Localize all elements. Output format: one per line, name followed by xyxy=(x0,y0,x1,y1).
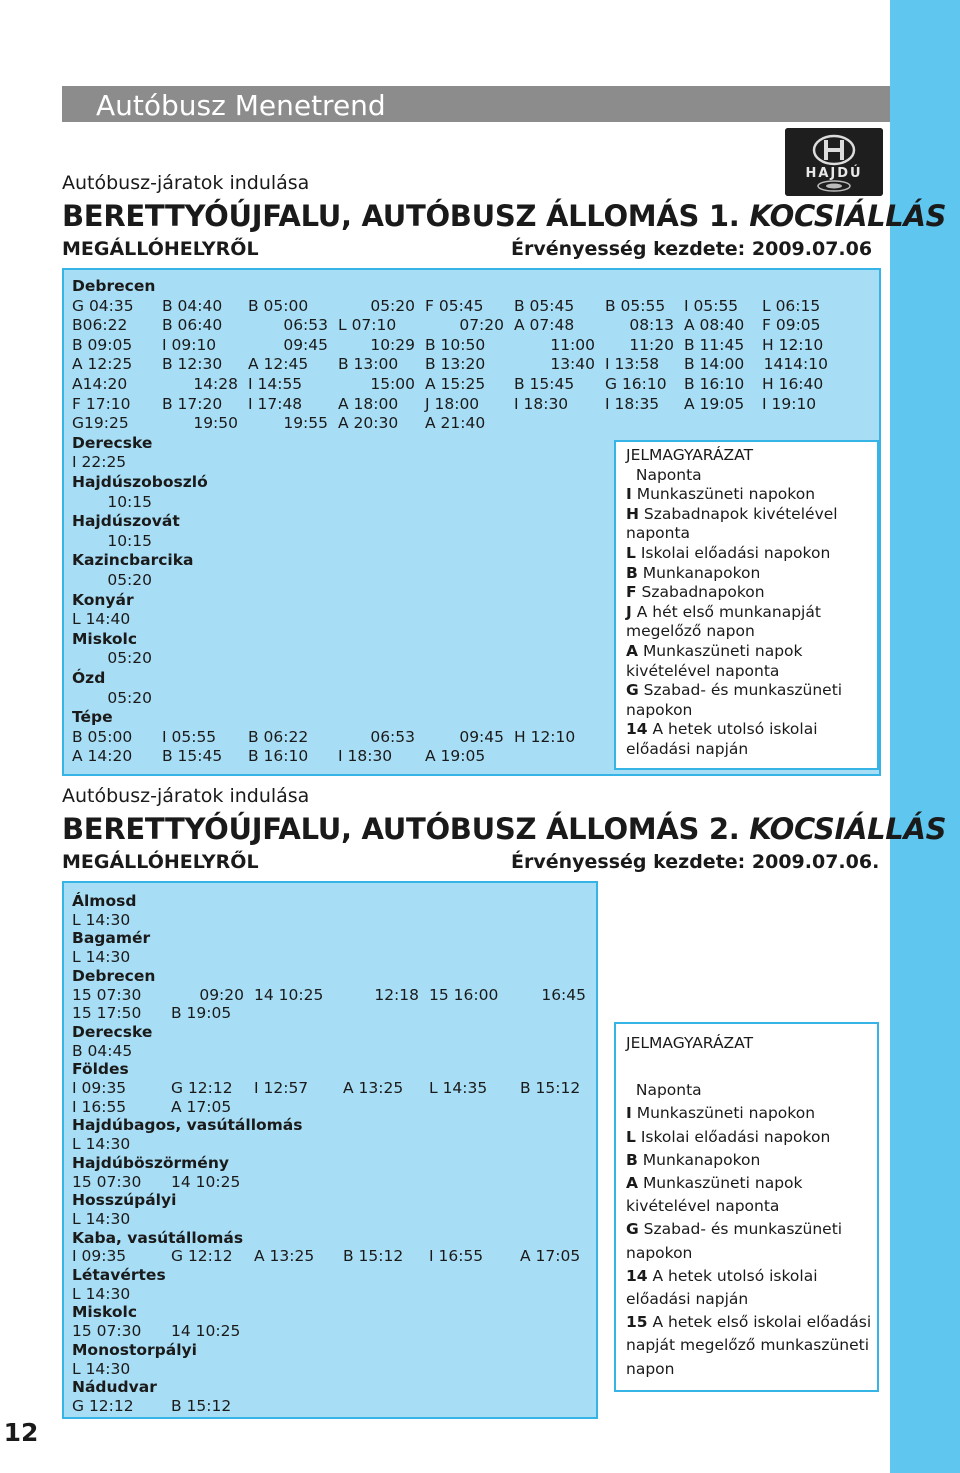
legend-key: F xyxy=(626,583,637,602)
departure-row xyxy=(72,1097,592,1117)
departure-time: I 19:10 xyxy=(762,394,817,413)
destination-label: Monostorpályi xyxy=(72,1340,197,1359)
departure-time: L 14:30 xyxy=(72,910,131,929)
legend-item xyxy=(626,505,838,524)
legend-item xyxy=(626,1267,818,1286)
destination-label: Álmosd xyxy=(72,892,137,910)
departure-row xyxy=(72,985,592,1005)
destination-label: Bagamér xyxy=(72,929,151,948)
departure-row xyxy=(72,1246,592,1266)
departure-time: B 13:00 xyxy=(338,355,399,374)
departure-time: J 18:00 xyxy=(425,394,480,413)
legend-text: kivételével naponta xyxy=(626,1197,780,1216)
departure-time: A 17:05 xyxy=(520,1247,581,1266)
departure-time: B 16:10 xyxy=(248,747,309,766)
section1-stand: KOCSIÁLLÁS xyxy=(749,199,947,233)
departure-time: G 16:10 xyxy=(605,375,667,393)
departure-time: A 13:25 xyxy=(254,1247,315,1266)
destination-label: Hajdúbagos, vasútállomás xyxy=(72,1116,303,1135)
departure-time: A 21:40 xyxy=(425,414,486,433)
section1-station-heading xyxy=(62,199,946,233)
legend-text: A hetek első iskolai előadási xyxy=(652,1313,872,1332)
departure-time: G19:25 xyxy=(72,414,129,433)
legend-title: JELMAGYARÁZAT xyxy=(626,1034,754,1052)
departure-row xyxy=(72,1041,592,1061)
departure-time: A 17:05 xyxy=(171,1097,232,1116)
departure-time: B 06:22 xyxy=(248,727,309,746)
legend-item xyxy=(626,524,690,543)
departure-time: B 05:45 xyxy=(514,296,575,315)
departure-time: A14:20 xyxy=(72,375,128,393)
legend-item xyxy=(626,466,702,485)
departure-time: I 12:57 xyxy=(254,1079,309,1097)
legend-item xyxy=(626,740,748,759)
destination-label: Hajdúszoboszló xyxy=(72,473,208,491)
departure-time: B 15:12 xyxy=(343,1247,404,1266)
section1-legend xyxy=(614,440,879,770)
departure-time: 07:20 xyxy=(459,316,504,335)
legend-text: Munkaszüneti napokon xyxy=(636,1104,816,1123)
legend-text: Naponta xyxy=(635,1081,702,1100)
departure-row xyxy=(72,374,872,394)
legend-text: A hét első munkanapját xyxy=(636,602,821,621)
departure-time: L 14:30 xyxy=(72,1135,131,1154)
departure-time: B 10:50 xyxy=(425,335,486,354)
legend-item xyxy=(626,1313,871,1332)
departure-time: B 05:55 xyxy=(605,296,666,315)
legend-text: Naponta xyxy=(635,465,702,484)
legend-item xyxy=(626,1220,842,1239)
legend-text: A hetek utolsó iskolai xyxy=(652,720,818,739)
departure-time: I 16:55 xyxy=(72,1097,127,1116)
departure-time: B 12:30 xyxy=(162,355,223,374)
departure-time: B 13:20 xyxy=(425,355,486,374)
legend-key: 14 xyxy=(626,1266,648,1285)
departure-time: A 12:45 xyxy=(248,355,309,374)
destination-label: Derecske xyxy=(72,433,153,452)
departure-time: 12:18 xyxy=(374,985,419,1004)
legend-key: B xyxy=(626,563,638,582)
destination-label: Létavértes xyxy=(72,1266,166,1284)
legend-item xyxy=(626,583,765,602)
departure-time: G 12:12 xyxy=(72,1396,134,1415)
destination-label: Debrecen xyxy=(72,966,156,985)
destination-label: Tépe xyxy=(72,708,113,727)
departure-time: B 15:12 xyxy=(520,1079,581,1097)
section2-from: MEGÁLLÓHELYRŐL xyxy=(62,851,259,873)
section2-station: BERETTYÓÚJFALU, AUTÓBUSZ ÁLLOMÁS 2. xyxy=(62,812,740,846)
departure-time: B 05:00 xyxy=(72,727,133,746)
departure-time: B 16:10 xyxy=(684,375,745,393)
section2-timetable xyxy=(62,881,598,1419)
departure-time: I 09:10 xyxy=(162,335,217,354)
legend-text: napokon xyxy=(626,700,693,719)
departure-time: A 13:25 xyxy=(343,1079,404,1097)
departure-row xyxy=(72,394,872,414)
departure-time: B 11:45 xyxy=(684,335,745,354)
legend-item xyxy=(626,642,803,661)
departure-time: 10:29 xyxy=(370,335,415,354)
departure-row xyxy=(72,335,872,355)
departure-time: L 14:35 xyxy=(429,1079,488,1097)
departure-time: 14 10:25 xyxy=(171,1322,241,1341)
departure-time: B 17:20 xyxy=(162,394,223,413)
legend-item xyxy=(626,1081,702,1100)
departure-time: B 06:40 xyxy=(162,316,223,335)
departure-row xyxy=(72,1359,592,1379)
departure-time: L 14:30 xyxy=(72,1359,131,1378)
departure-time: B 05:00 xyxy=(248,296,309,315)
destination-label: Földes xyxy=(72,1060,129,1079)
departure-time: A 15:25 xyxy=(425,375,486,393)
section2-validity: Érvényesség kezdete: 2009.07.06. xyxy=(511,851,880,873)
legend-item xyxy=(626,1290,748,1309)
departure-time: 05:20 xyxy=(107,571,152,589)
departure-time: 06:53 xyxy=(283,316,328,335)
departure-time: L 14:30 xyxy=(72,1209,131,1228)
departure-time: B 15:12 xyxy=(171,1396,232,1415)
departure-time: I 14:55 xyxy=(248,375,303,393)
section2-stand: KOCSIÁLLÁS xyxy=(749,812,947,846)
departure-time: 10:15 xyxy=(107,492,152,511)
legend-text: Munkanapokon xyxy=(642,1150,761,1169)
departure-row xyxy=(72,1284,592,1304)
departure-time: 16:45 xyxy=(541,985,586,1004)
departure-time: 05:20 xyxy=(107,688,152,707)
departure-row xyxy=(72,296,872,316)
departure-time: 09:45 xyxy=(283,335,328,354)
legend-text: kivételével naponta xyxy=(626,661,780,680)
departure-time: F 17:10 xyxy=(72,394,131,413)
legend-text: Szabadnapok kivételével xyxy=(643,504,838,523)
legend-text: Munkanapokon xyxy=(642,563,761,582)
departure-time: 14:28 xyxy=(193,375,238,393)
departure-time: 14 10:25 xyxy=(171,1172,241,1191)
svg-text:HAJDÚ: HAJDÚ xyxy=(805,166,863,181)
departure-time: 08:13 xyxy=(629,316,674,335)
departure-row xyxy=(72,1321,592,1341)
legend-item xyxy=(626,720,818,739)
destination-label: Ózd xyxy=(72,669,106,687)
section1-station: BERETTYÓÚJFALU, AUTÓBUSZ ÁLLOMÁS 1. xyxy=(62,199,740,233)
legend-item xyxy=(626,485,815,504)
departure-time: B 15:45 xyxy=(514,375,575,393)
destination-label: Konyár xyxy=(72,590,134,609)
departure-time: I 22:25 xyxy=(72,453,127,472)
legend-text: Munkaszüneti napok xyxy=(642,1174,803,1192)
legend-text: Iskolai előadási napokon xyxy=(640,1127,831,1146)
legend-item xyxy=(626,1174,803,1193)
departure-time: F 09:05 xyxy=(762,316,821,335)
departure-time: I 05:55 xyxy=(684,296,739,315)
departure-time: A 18:00 xyxy=(338,394,399,413)
legend-text: napon xyxy=(626,1359,675,1378)
departure-row xyxy=(72,947,592,967)
departure-row xyxy=(72,1172,592,1192)
legend-key: A xyxy=(626,642,638,660)
legend-item xyxy=(626,1197,779,1216)
departure-time: A 19:05 xyxy=(684,394,745,413)
legend-item xyxy=(626,1104,815,1123)
legend-key: G xyxy=(626,681,639,700)
departure-time: A 07:48 xyxy=(514,316,575,335)
legend-text: előadási napján xyxy=(626,740,749,758)
hajdu-logo-icon xyxy=(785,128,883,196)
legend-text: Szabadnapokon xyxy=(641,583,765,602)
section1-subtitle: Autóbusz-járatok indulása xyxy=(62,172,310,194)
destination-label: Hajdúszovát xyxy=(72,512,180,531)
legend-text: napokon xyxy=(626,1243,693,1262)
departure-time: 19:50 xyxy=(193,414,238,433)
page-number: 12 xyxy=(3,1418,39,1447)
section1-from: MEGÁLLÓHELYRŐL xyxy=(62,238,259,260)
destination-label: Miskolc xyxy=(72,629,138,648)
departure-time: I 16:55 xyxy=(429,1247,484,1266)
departure-time: L 06:15 xyxy=(762,296,821,315)
section2-subtitle: Autóbusz-járatok indulása xyxy=(62,785,310,807)
legend-text: A hetek utolsó iskolai xyxy=(652,1266,818,1285)
departure-time: L 14:30 xyxy=(72,948,131,967)
legend-item xyxy=(626,681,842,700)
legend-key: L xyxy=(626,1127,636,1146)
departure-time: H 16:40 xyxy=(762,375,824,393)
legend-text: megelőző napon xyxy=(626,622,755,641)
departure-time: B 04:45 xyxy=(72,1041,133,1060)
departure-time: B 15:45 xyxy=(162,747,223,766)
departure-time: 09:20 xyxy=(199,985,244,1004)
destination-label: Derecske xyxy=(72,1022,153,1041)
legend-text: napját megelőző munkaszüneti xyxy=(626,1336,870,1355)
destination-label: Kaba, vasútállomás xyxy=(72,1228,244,1247)
destination-label: Miskolc xyxy=(72,1303,138,1322)
departure-time: H 12:10 xyxy=(514,727,576,746)
departure-time: L 14:40 xyxy=(72,610,131,629)
legend-key: I xyxy=(626,485,632,504)
departure-row xyxy=(72,315,872,335)
legend-item xyxy=(626,622,755,641)
departure-time: A 12:25 xyxy=(72,355,133,374)
legend-text: Munkaszüneti napokon xyxy=(636,485,816,504)
legend-key: H xyxy=(626,504,639,523)
departure-time: I 18:35 xyxy=(605,394,660,413)
legend-text: naponta xyxy=(626,524,691,543)
legend-item xyxy=(626,662,779,681)
section1-validity: Érvényesség kezdete: 2009.07.06 xyxy=(511,238,873,260)
legend-item xyxy=(626,1151,760,1170)
destination-label: Hajdúböszörmény xyxy=(72,1153,229,1172)
section2-station-heading xyxy=(62,812,946,846)
departure-time: 05:20 xyxy=(107,649,152,668)
departure-time: 1414:10 xyxy=(763,355,828,374)
departure-time: 11:20 xyxy=(629,335,674,354)
departure-time: I 05:55 xyxy=(162,727,217,746)
departure-time: 09:45 xyxy=(459,727,504,746)
legend-item xyxy=(626,1128,830,1147)
departure-time: B 19:05 xyxy=(171,1004,232,1023)
legend-key: G xyxy=(626,1220,639,1239)
departure-time: I 18:30 xyxy=(338,747,393,766)
departure-time: 15 07:30 xyxy=(72,985,142,1004)
legend-key: J xyxy=(626,602,632,621)
legend-key: I xyxy=(626,1104,632,1123)
departure-time: 15:00 xyxy=(370,375,415,393)
departure-time: 15 07:30 xyxy=(72,1322,142,1341)
departure-time: G 04:35 xyxy=(72,296,134,315)
departure-time: H 12:10 xyxy=(762,335,824,354)
departure-time: 05:20 xyxy=(370,296,415,315)
departure-time: 11:00 xyxy=(550,335,595,354)
departure-time: L 07:10 xyxy=(338,316,397,335)
departure-time: 19:55 xyxy=(283,414,328,433)
legend-item xyxy=(626,701,692,720)
legend-text: Munkaszüneti napok xyxy=(642,642,803,660)
departure-row xyxy=(72,1209,592,1229)
departure-time: A 08:40 xyxy=(684,316,745,335)
departure-time: I 09:35 xyxy=(72,1079,127,1097)
legend-item xyxy=(626,603,821,622)
legend-item xyxy=(626,1244,692,1263)
departure-time: B 14:00 xyxy=(684,355,745,374)
departure-row xyxy=(72,413,872,433)
departure-time: 13:40 xyxy=(550,355,595,374)
page-title: Autóbusz Menetrend xyxy=(96,89,386,122)
departure-time: I 13:58 xyxy=(605,355,660,374)
legend-item xyxy=(626,564,760,583)
departure-row xyxy=(72,1396,592,1416)
legend-text: Iskolai előadási napokon xyxy=(640,544,831,562)
destination-label: Nádudvar xyxy=(72,1378,157,1397)
departure-time: I 09:35 xyxy=(72,1247,127,1266)
legend-key: 15 xyxy=(626,1313,648,1332)
departure-time: 10:15 xyxy=(107,531,152,550)
departure-time: I 18:30 xyxy=(514,394,569,413)
hajdu-logo xyxy=(785,128,883,196)
departure-row xyxy=(72,354,872,374)
destination-label: Hosszúpályi xyxy=(72,1191,177,1210)
departure-time: G 12:12 xyxy=(171,1247,233,1266)
destination-label: Kazincbarcika xyxy=(72,551,194,570)
departure-time: G 12:12 xyxy=(171,1079,233,1097)
legend-item xyxy=(626,544,830,563)
legend-text: Szabad- és munkaszüneti xyxy=(643,1220,843,1239)
legend-text: Szabad- és munkaszüneti xyxy=(643,681,843,700)
departure-row xyxy=(72,1134,592,1154)
legend-title: JELMAGYARÁZAT xyxy=(626,446,754,464)
departure-time: A 20:30 xyxy=(338,414,399,433)
departure-time: 14 10:25 xyxy=(254,985,324,1004)
legend-key: L xyxy=(626,544,636,562)
departure-time: B 09:05 xyxy=(72,335,133,354)
departure-row xyxy=(72,910,592,930)
destination-label: Debrecen xyxy=(72,277,156,295)
legend-key: A xyxy=(626,1174,638,1192)
departure-time: I 17:48 xyxy=(248,394,303,413)
departure-row xyxy=(72,1078,592,1098)
departure-time: B 04:40 xyxy=(162,296,223,315)
departure-time: 15 17:50 xyxy=(72,1004,142,1023)
departure-time: A 19:05 xyxy=(425,747,486,766)
departure-row xyxy=(72,1003,592,1023)
departure-time: L 14:30 xyxy=(72,1284,131,1303)
departure-time: F 05:45 xyxy=(425,296,484,315)
departure-time: B06:22 xyxy=(72,316,128,335)
departure-time: 15 07:30 xyxy=(72,1172,142,1191)
legend-key: B xyxy=(626,1150,638,1169)
legend-item xyxy=(626,1360,674,1379)
page-header-bar xyxy=(62,86,890,122)
section2-legend xyxy=(614,1022,879,1392)
departure-time: 06:53 xyxy=(370,727,415,746)
legend-text: előadási napján xyxy=(626,1290,749,1308)
legend-item xyxy=(626,1336,869,1355)
legend-key: 14 xyxy=(626,720,648,739)
departure-time: A 14:20 xyxy=(72,747,133,766)
departure-time: 15 16:00 xyxy=(429,985,499,1004)
